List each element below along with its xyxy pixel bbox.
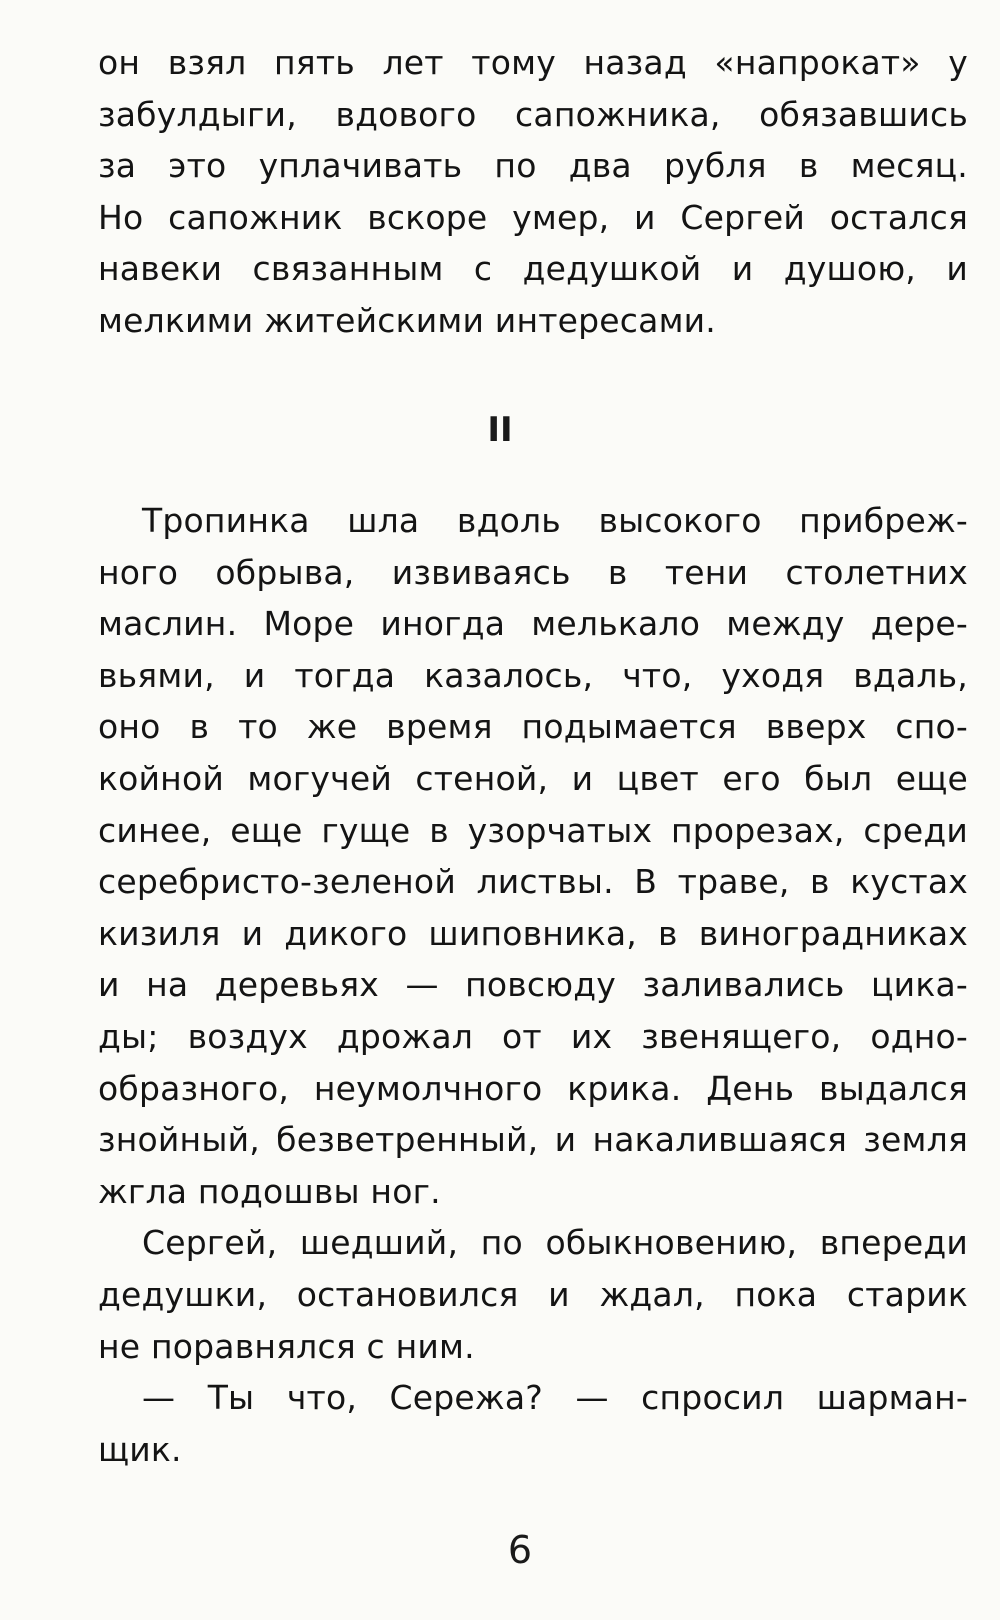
chapter-heading: II [487, 410, 513, 450]
text-line: дедушки, остановился и ждал, пока старик [98, 1274, 968, 1314]
text-line: навеки связанным с дедушкой и душою, и [98, 249, 968, 289]
text-line: Сергей, шедший, по обыкновению, впереди [142, 1223, 968, 1263]
text-line: Тропинка шла вдоль высокого прибреж- [142, 501, 968, 540]
text-line: койной могучей стеной, и цвет его был еще [98, 758, 968, 798]
text-line: серебристо-зеленой листвы. В траве, в кустах [98, 862, 968, 902]
text-line: — Ты что, Сережа? — спросил шарман- [142, 1378, 968, 1418]
text-line: синее, еще гуще в узорчатых прорезах, среди [98, 810, 968, 850]
text-line: маслин. Море иногда мелькало между дере- [98, 604, 968, 644]
text-line: щик. [98, 1429, 182, 1469]
paragraph-trail [98, 495, 968, 1475]
text-line: вьями, и тогда казалось, что, уходя вдаль, [98, 655, 968, 695]
text-line: и на деревьях — повсюду заливались цика- [98, 965, 968, 1005]
text-line: забулдыги, вдового сапожника, обязавшись [98, 94, 968, 134]
text-line: кизиля и дикого шиповника, в виноградниках [98, 913, 968, 953]
text-line: оно в то же время подымается вверх спо- [98, 707, 968, 747]
text-line: образного, неумолчного крика. День выдался [98, 1068, 968, 1108]
text-line: жгла подошвы ног. [98, 1171, 441, 1211]
page-number: 6 [507, 1528, 533, 1572]
text-line: он взял пять лет тому назад «напрокат» у [98, 43, 968, 82]
text-line: ного обрыва, извиваясь в тени столетних [98, 552, 968, 592]
text-line: ды; воздух дрожал от их звенящего, одно- [98, 1016, 968, 1056]
text-line: знойный, безветренный, и накалившаяся земля [98, 1120, 968, 1160]
text-line: Но сапожник вскоре умер, и Сергей остался [98, 197, 968, 237]
text-line: за это уплачивать по два рубля в месяц. [98, 146, 968, 186]
text-line: мелкими житейскими интересами. [98, 300, 716, 340]
paragraph-continued [98, 37, 968, 347]
text-line: не поравнялся с ним. [98, 1326, 475, 1366]
